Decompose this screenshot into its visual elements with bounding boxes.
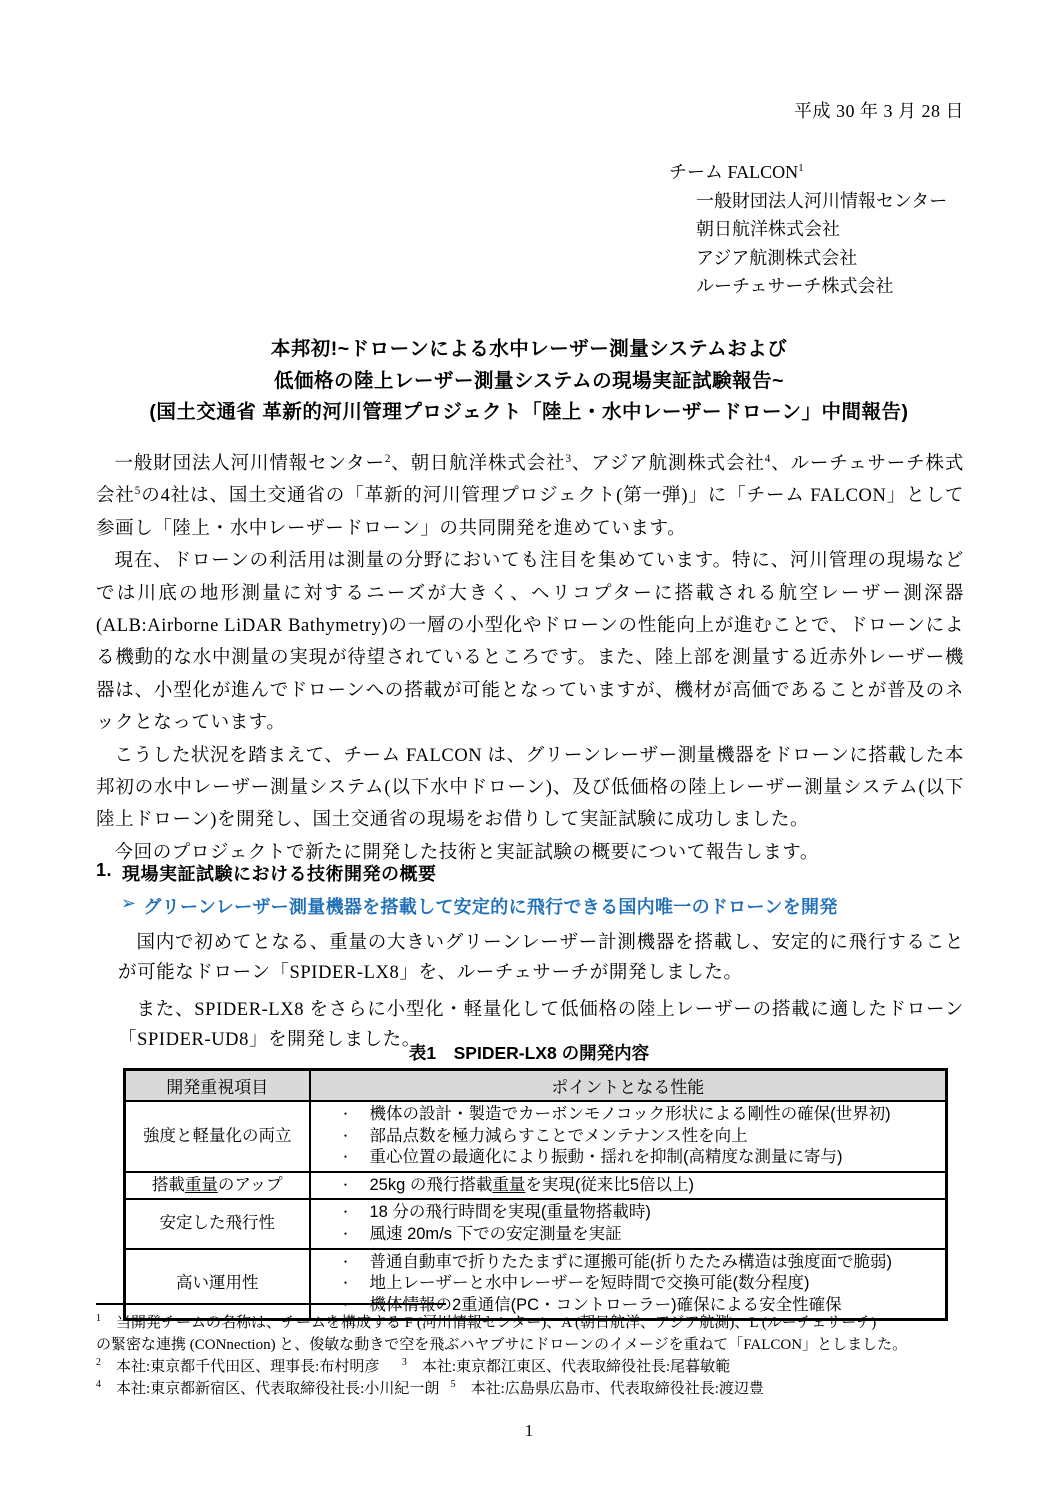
bullet-icon: ・ [339, 1150, 352, 1165]
page-number: 1 [524, 1421, 534, 1440]
table-item-cell: 搭載重量のアップ [125, 1172, 310, 1200]
point-text: 25kg の飛行搭載重量を実現(従来比5倍以上) [369, 1175, 695, 1194]
author-block [669, 158, 947, 301]
section-1-paragraph-2: また、SPIDER-LX8 をさらに小型化・軽量化して低価格の陸上レーザーの搭載に適したドローン「SPIDER-UD8」を開発しました。 [118, 999, 964, 1051]
table-row [125, 1172, 947, 1200]
point-line [313, 1175, 944, 1197]
bullet-icon: ・ [339, 1128, 352, 1143]
document-title-line-1: 本邦初!~ドローンによる水中レーザー測量システムおよび [270, 338, 788, 360]
table-row [125, 1101, 947, 1172]
table-points-cell [310, 1199, 947, 1248]
point-text: 機体の設計・製造でカーボンモノコック形状による剛性の確保(世界初) [369, 1105, 891, 1123]
document-title-line-2: 低価格の陸上レーザー測量システムの現場実証試験報告~ [274, 369, 784, 392]
bullet-icon: ・ [339, 1276, 352, 1291]
bullet-icon: ・ [339, 1297, 352, 1312]
point-line [313, 1126, 944, 1148]
point-line [313, 1104, 944, 1126]
point-text: 18 分の飛行時間を実現(重量物搭載時) [369, 1203, 651, 1222]
footnotes [96, 1303, 964, 1400]
point-text: 重心位置の最適化により振動・揺れを抑制(高精度な測量に寄与) [369, 1148, 843, 1167]
point-text: 部品点数を極力減らすことでメンテナンス性を向上 [369, 1126, 748, 1145]
company-list [696, 187, 947, 301]
table-header-item: 開発重視項目 [125, 1070, 310, 1102]
body-paragraph-4: 今回のプロジェクトで新たに開発した技術と実証試験の概要について報告します。 [114, 842, 819, 863]
bullet-icon: ・ [339, 1107, 352, 1121]
table-points-cell [310, 1172, 947, 1200]
development-table [123, 1068, 948, 1321]
company-name: 一般財団法人河川情報センター [696, 190, 948, 211]
point-line [313, 1273, 944, 1295]
table-header-row [125, 1070, 947, 1102]
footnote-line: $^4$ 本社:東京都新宿区、代表取締役社長:小川紀一朗 $^5$ 本社:広島県広島市、代表取締役社長:渡辺豊 [96, 1379, 764, 1397]
table-caption: 表1 SPIDER-LX8 の開発内容 [408, 1043, 650, 1063]
section-1 [96, 860, 964, 1056]
point-text: 地上レーザーと水中レーザーを短時間で交換可能(数分程度) [369, 1274, 810, 1293]
company-name: ルーチェサーチ株式会社 [696, 276, 894, 296]
footnote-separator [96, 1303, 446, 1305]
point-text: 機体情報の2重通信(PC・コントローラー)確保による安全性確保 [369, 1295, 842, 1314]
table-points-cell [310, 1101, 947, 1172]
table-item-cell: 安定した飛行性 [125, 1199, 310, 1248]
highlight-heading [121, 893, 964, 919]
bullet-icon: ・ [339, 1226, 352, 1241]
section-number: 1. [96, 860, 113, 880]
bullet-icon: ・ [339, 1254, 352, 1269]
highlight-heading-text: グリーンレーザー測量機器を搭載して安定的に飛行できる国内唯一のドローンを開発 [143, 897, 838, 917]
document-title [96, 334, 962, 429]
body-paragraph-1: 一般財団法人河川情報センター$^2$、朝日航洋株式会社$^3$、アジア航測株式会社$^4$、ルーチェサーチ株式会社$^5$の4社は、国土交通省の「革新的河川管理プロジェクト(第一弾)」に「チーム FALCON」として参画し「陸上・水中レーザードローン」の共同開発を進めています。 [96, 452, 965, 539]
point-line [313, 1224, 944, 1246]
table-item-cell: 高い運用性 [125, 1249, 310, 1320]
company-name: 朝日航洋株式会社 [696, 219, 840, 239]
point-line [313, 1252, 944, 1274]
section-heading-text: 現場実証試験における技術開発の概要 [122, 864, 437, 884]
point-line [313, 1147, 944, 1169]
point-text: 普通自動車で折りたたまずに運搬可能(折りたたみ構造は強度面で脆弱) [369, 1252, 892, 1271]
body-paragraph-2: 現在、ドローンの利活用は測量の分野においても注目を集めています。特に、河川管理の現場などでは川底の地形測量に対するニーズが大きく、ヘリコプターに搭載される航空レーザー測深器(ALB:Airborne LiDAR Bathymetry)の一層の小型化やドローンの性能向上が進むことで、ドローンによる機動的な水中測量の実現が待望されているところです。また、陸上部を測量する近赤外レーザー機器は、小型化が進んでドローンへの搭載が可能となっていますが、機材が高価であることが普及のネックとなっています。 [96, 551, 964, 734]
body-text [96, 448, 964, 869]
document-title-line-3: (国土交通省 革新的河川管理プロジェクト「陸上・水中レーザードローン」中間報告) [149, 401, 909, 423]
table-item-cell: 強度と軽量化の両立 [125, 1101, 310, 1172]
point-line [313, 1202, 944, 1224]
footnote-line: $^1$ 当開発チームの名称は、チームを構成する F (河川情報センター)、A (朝日航洋、アジア航測)、L (ルーチェサーチ) [96, 1313, 877, 1331]
section-1-paragraph-1: 国内で初めてとなる、重量の大きいグリーンレーザー計測機器を搭載し、安定的に飛行することが可能なドローン「SPIDER-LX8」を、ルーチェサーチが開発しました。 [118, 933, 964, 984]
company-name: アジア航測株式会社 [696, 247, 858, 268]
section-1-heading [96, 860, 964, 886]
footnote-line: の緊密な連携 (CONnection) と、俊敏な動きで空を飛ぶハヤブサにドローンのイメージを重ねて「FALCON」としました。 [96, 1337, 908, 1353]
footnote-line: $^2$ 本社:東京都千代田区、理事長:布村明彦 $^3$ 本社:東京都江東区、代表取締役社長:尾暮敏範 [96, 1357, 731, 1375]
body-paragraph-3: こうした状況を踏まえて、チーム FALCON は、グリーンレーザー測量機器をドローンに搭載した本邦初の水中レーザー測量システム(以下水中ドローン)、及び低価格の陸上レーザー測量システム(以下陸上ドローン)を開発し、国土交通省の現場をお借りして実証試験に成功しました。 [96, 745, 964, 831]
bullet-icon: ・ [339, 1177, 352, 1192]
document-date: 平成 30 年 3 月 28 日 [794, 101, 964, 121]
bullet-icon: ・ [339, 1205, 352, 1220]
arrow-bullet-icon: ➢ [121, 893, 137, 913]
table-row [125, 1199, 947, 1248]
team-name: チーム FALCON$^1$ [669, 162, 804, 182]
point-text: 風速 20m/s 下での安定測量を実証 [369, 1224, 622, 1243]
table-header-performance: ポイントとなる性能 [310, 1070, 947, 1102]
